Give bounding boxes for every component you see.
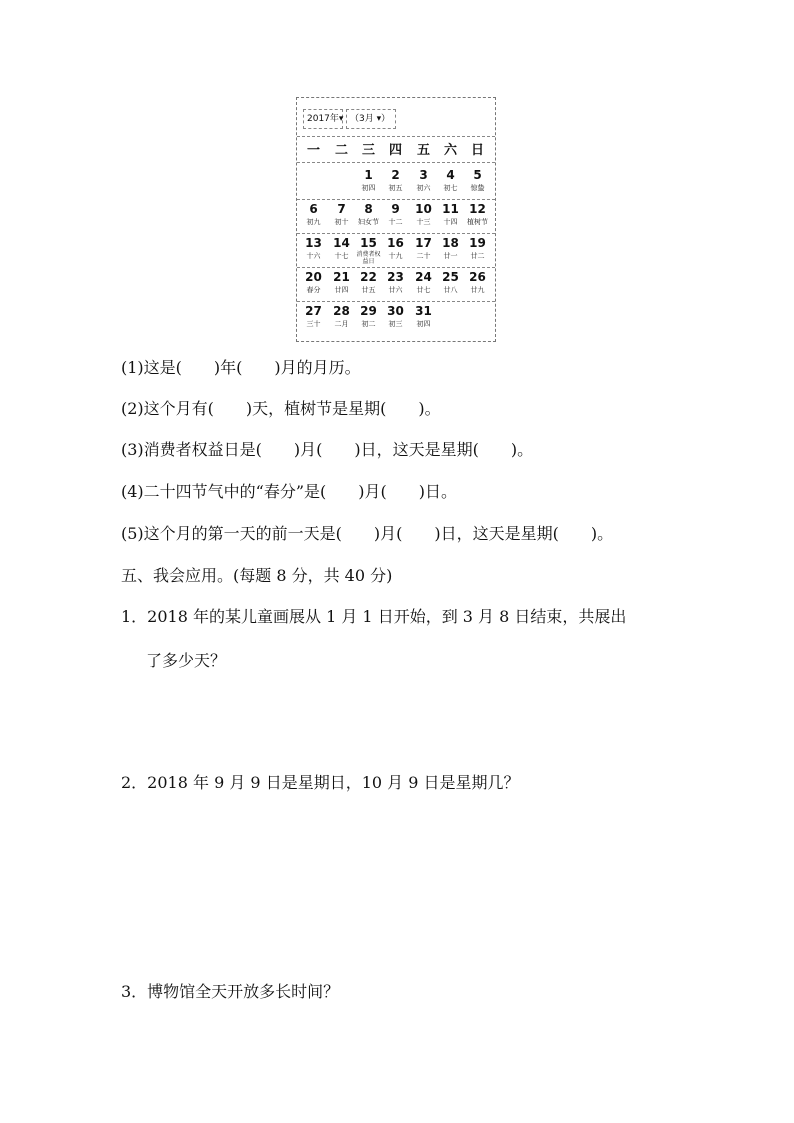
lunar-label: 廿九	[470, 286, 485, 294]
calendar-day-cell[interactable]	[437, 267, 464, 301]
calendar-day-cell[interactable]	[382, 233, 409, 267]
weekday-label: 日	[470, 143, 484, 158]
calendar-header	[297, 98, 495, 137]
day-number: 3	[419, 168, 428, 182]
day-number: 11	[442, 202, 459, 216]
day-number: 4	[446, 168, 455, 182]
lunar-label: 二十	[416, 252, 431, 260]
calendar-day-cell[interactable]	[437, 233, 464, 267]
day-number: 26	[469, 270, 486, 284]
lunar-label: 廿四	[334, 286, 349, 294]
calendar-week-row	[297, 267, 495, 302]
day-number: 19	[469, 236, 486, 250]
calendar-day-cell[interactable]	[464, 301, 491, 335]
lunar-label: 廿二	[470, 252, 485, 260]
question-2: (2)这个月有( )天，植树节是星期( )。	[121, 399, 441, 418]
problem-3: 3．博物馆全天开放多长时间？	[121, 982, 340, 1001]
day-number: 20	[305, 270, 322, 284]
calendar-day-cell[interactable]	[410, 267, 437, 301]
calendar-day-cell[interactable]	[355, 165, 382, 199]
lunar-label: 廿八	[443, 286, 458, 294]
day-number: 25	[442, 270, 459, 284]
calendar-day-cell[interactable]	[300, 233, 327, 267]
day-number: 22	[360, 270, 377, 284]
question-5: (5)这个月的第一天的前一天是( )月( )日，这天是星期( )。	[121, 524, 614, 543]
problem-1: 1．2018 年的某儿童画展从 1 月 1 日开始，到 3 月 8 日结束，共展出	[121, 607, 627, 626]
calendar-day-cell[interactable]	[382, 301, 409, 335]
day-number: 14	[333, 236, 350, 250]
lunar-label: 十三	[416, 218, 431, 226]
day-number: 31	[415, 304, 432, 318]
calendar-week-row	[297, 165, 495, 200]
day-number: 6	[309, 202, 318, 216]
calendar-day-cell[interactable]	[437, 301, 464, 335]
problem-2: 2．2018 年 9 月 9 日是星期日，10 月 9 日是星期几？	[121, 773, 520, 792]
calendar-day-cell[interactable]	[410, 301, 437, 335]
calendar-day-cell[interactable]	[382, 267, 409, 301]
day-number: 2	[391, 168, 400, 182]
lunar-label: 植树节	[467, 218, 488, 226]
calendar-day-cell[interactable]	[328, 199, 355, 233]
lunar-label: 廿一	[443, 252, 458, 260]
year-select[interactable]: 2017年▾	[303, 109, 343, 129]
weekday-label: 六	[443, 143, 457, 158]
section-title: 五、我会应用。(每题 8 分，共 40 分)	[121, 566, 393, 585]
lunar-label: 初七	[443, 184, 458, 192]
lunar-label: 春分	[306, 286, 321, 294]
day-number: 1	[364, 168, 373, 182]
calendar-day-cell[interactable]	[410, 233, 437, 267]
lunar-label: 惊蛰	[470, 184, 485, 192]
calendar-week-row	[297, 199, 495, 234]
day-number: 5	[473, 168, 482, 182]
question-1: (1)这是( )年( )月的月历。	[121, 358, 361, 377]
day-number: 7	[337, 202, 346, 216]
day-number: 18	[442, 236, 459, 250]
lunar-label: 三十	[306, 320, 321, 328]
lunar-label: 初二	[361, 320, 376, 328]
day-number: 16	[387, 236, 404, 250]
lunar-label: 二月	[334, 320, 349, 328]
calendar-day-cell[interactable]	[300, 301, 327, 335]
weekday-header	[297, 140, 495, 163]
lunar-label: 十四	[443, 218, 458, 226]
day-number: 29	[360, 304, 377, 318]
calendar-day-cell[interactable]	[410, 165, 437, 199]
lunar-label: 十九	[388, 252, 403, 260]
calendar-day-cell[interactable]	[300, 165, 327, 199]
day-number: 27	[305, 304, 322, 318]
calendar-day-cell[interactable]	[464, 233, 491, 267]
calendar-day-cell[interactable]	[355, 199, 382, 233]
day-number: 13	[305, 236, 322, 250]
lunar-label: 十六	[306, 252, 321, 260]
calendar-day-cell[interactable]	[328, 301, 355, 335]
lunar-label: 初五	[388, 184, 403, 192]
day-number: 24	[415, 270, 432, 284]
lunar-label: 初九	[306, 218, 321, 226]
lunar-label: 初十	[334, 218, 349, 226]
month-select[interactable]: （3月 ▾）	[346, 109, 396, 129]
calendar-day-cell[interactable]	[355, 233, 382, 267]
calendar-day-cell[interactable]	[300, 267, 327, 301]
day-number: 15	[360, 236, 377, 250]
calendar-day-cell[interactable]	[464, 165, 491, 199]
calendar-day-cell[interactable]	[328, 165, 355, 199]
calendar-day-cell[interactable]	[300, 199, 327, 233]
lunar-label: 消费者权益日	[356, 251, 381, 265]
weekday-label: 五	[416, 143, 430, 158]
lunar-label: 初四	[361, 184, 376, 192]
day-number: 10	[415, 202, 432, 216]
lunar-label: 廿六	[388, 286, 403, 294]
weekday-label: 二	[334, 143, 348, 158]
lunar-label: 初六	[416, 184, 431, 192]
day-number: 8	[364, 202, 373, 216]
calendar-day-cell[interactable]	[355, 267, 382, 301]
calendar-day-cell[interactable]	[437, 165, 464, 199]
calendar-day-cell[interactable]	[382, 165, 409, 199]
calendar-day-cell[interactable]	[328, 233, 355, 267]
lunar-label: 妇女节	[358, 218, 379, 226]
day-number: 23	[387, 270, 404, 284]
problem-1-continuation: 了多少天？	[146, 651, 227, 670]
calendar	[296, 97, 496, 342]
calendar-week-row	[297, 301, 495, 335]
day-number: 9	[391, 202, 400, 216]
calendar-day-cell[interactable]	[437, 199, 464, 233]
day-number: 30	[387, 304, 404, 318]
day-number: 17	[415, 236, 432, 250]
day-number: 28	[333, 304, 350, 318]
day-number: 12	[469, 202, 486, 216]
weekday-label: 三	[361, 143, 375, 158]
calendar-day-cell[interactable]	[464, 267, 491, 301]
weekday-label: 一	[306, 143, 320, 158]
calendar-week-row	[297, 233, 495, 268]
question-4: (4)二十四节气中的“春分”是( )月( )日。	[121, 482, 457, 501]
day-number: 21	[333, 270, 350, 284]
lunar-label: 十二	[388, 218, 403, 226]
weekday-label: 四	[388, 143, 402, 158]
calendar-day-cell[interactable]	[464, 199, 491, 233]
calendar-day-cell[interactable]	[355, 301, 382, 335]
lunar-label: 初四	[416, 320, 431, 328]
question-3: (3)消费者权益日是( )月( )日，这天是星期( )。	[121, 440, 534, 459]
calendar-day-cell[interactable]	[328, 267, 355, 301]
calendar-day-cell[interactable]	[382, 199, 409, 233]
lunar-label: 十七	[334, 252, 349, 260]
lunar-label: 廿五	[361, 286, 376, 294]
calendar-day-cell[interactable]	[410, 199, 437, 233]
lunar-label: 廿七	[416, 286, 431, 294]
lunar-label: 初三	[388, 320, 403, 328]
